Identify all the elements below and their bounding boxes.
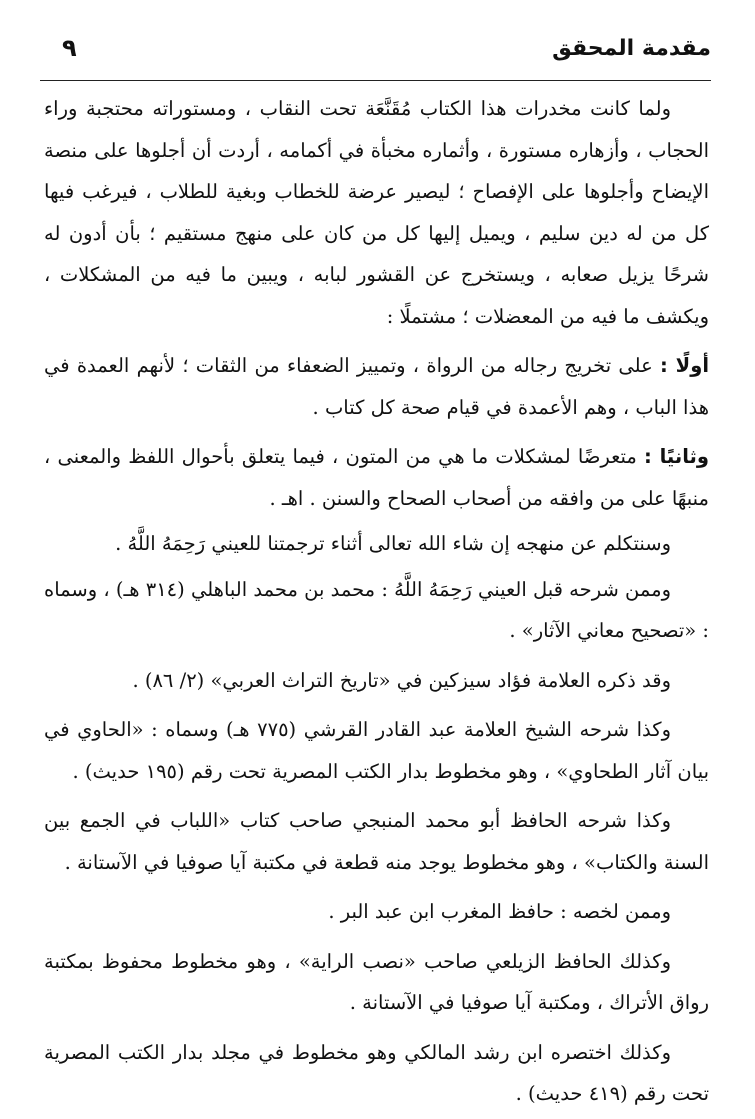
paragraph-text: ولما كانت مخدرات هذا الكتاب مُقَنَّعَة تحت النقاب ، ومستوراته محتجبة وراء الحجاب ، وأزهاره مستورة ، وأثماره مخبأة في أكمامه ، أردت أن أجلوها على منصة الإيضاح وأجلوها على الإفصاح ؛ ليصير عرضة للخطاب وبغية للطلاب ، فيرغب فيها كل من له دين سليم ، ويميل إليها كل من كان على منهج مستقيم ؛ بأن أدون له شرحًا يزيل صعابه ، ويستخرج عن القشور لبابه ، ويبين ما فيه من المشكلات ، ويكشف ما فيه من المعضلات ؛ مشتملًا : (44, 97, 709, 328)
page-body (44, 88, 709, 1119)
paragraph-text: متعرضًا لمشكلات ما هي من المتون ، فيما يتعلق بأحوال اللفظ والمعنى ، منبهًا على من وافقه من أصحاب الصحاح والسنن . اهـ . (44, 445, 709, 510)
paragraph-text: وقد ذكره العلامة فؤاد سيزكين في «تاريخ التراث العربي» (٢/ ٨٦) . (132, 668, 671, 692)
paragraph-text: على تخريج رجاله من الرواة ، وتمييز الضعفاء من الثقات ؛ لأنهم العمدة في هذا الباب ، وهم الأعمدة في قيام صحة كل كتاب . (44, 354, 709, 419)
paragraph (44, 709, 709, 792)
paragraph-text: وممن لخصه : حافظ المغرب ابن عبد البر . (328, 900, 671, 923)
paragraph-text: وكذلك الحافظ الزيلعي صاحب «نصب الراية» ، وهو مخطوط محفوظ بمكتبة رواق الأتراك ، ومكتبة آيا صوفيا في الآستانة . (44, 949, 709, 1014)
running-header (40, 22, 711, 81)
page-number: ٩ (62, 34, 77, 62)
paragraph-intro (44, 88, 709, 337)
paragraph-text: وكذا شرحه الحافظ أبو محمد المنبجي صاحب كتاب «اللباب في الجمع بين السنة والكتاب» ، وهو مخطوط يوجد منه قطعة في مكتبة آيا صوفيا في الآستانة . (44, 809, 709, 874)
paragraph (44, 891, 709, 933)
paragraph (44, 523, 709, 565)
paragraph-text: وممن شرحه قبل العيني رَحِمَهُ اللَّهُ : محمد بن محمد الباهلي (٣١٤ هـ) ، وسماه : «تصحيح معاني الآثار» . (44, 577, 709, 642)
paragraph-first-point (44, 345, 709, 428)
paragraph (44, 941, 709, 1024)
paragraph-text: وكذا شرحه الشيخ العلامة عبد القادر القرشي (٧٧٥ هـ) وسماه : «الحاوي في بيان آثار الطحاوي» ، وهو مخطوط بدار الكتب المصرية تحت رقم (١٩٥ حديث) . (44, 718, 709, 783)
paragraph (44, 800, 709, 883)
paragraph-second-point (44, 436, 709, 519)
paragraph (44, 1032, 709, 1115)
paragraph-text: وكذلك اختصره ابن رشد المالكي وهو مخطوط في مجلد بدار الكتب المصرية تحت رقم (٤١٩ حديث) . (44, 1040, 709, 1105)
paragraph (44, 660, 709, 702)
paragraph-lead: وثانيًا : (644, 445, 709, 468)
header-title: مقدمة المحقق (552, 36, 711, 61)
paragraph-lead: أولًا : (660, 354, 709, 377)
paragraph (44, 569, 709, 652)
paragraph-text: وسنتكلم عن منهجه إن شاء الله تعالى أثناء ترجمتنا للعيني رَحِمَهُ اللَّهُ . (115, 532, 671, 555)
